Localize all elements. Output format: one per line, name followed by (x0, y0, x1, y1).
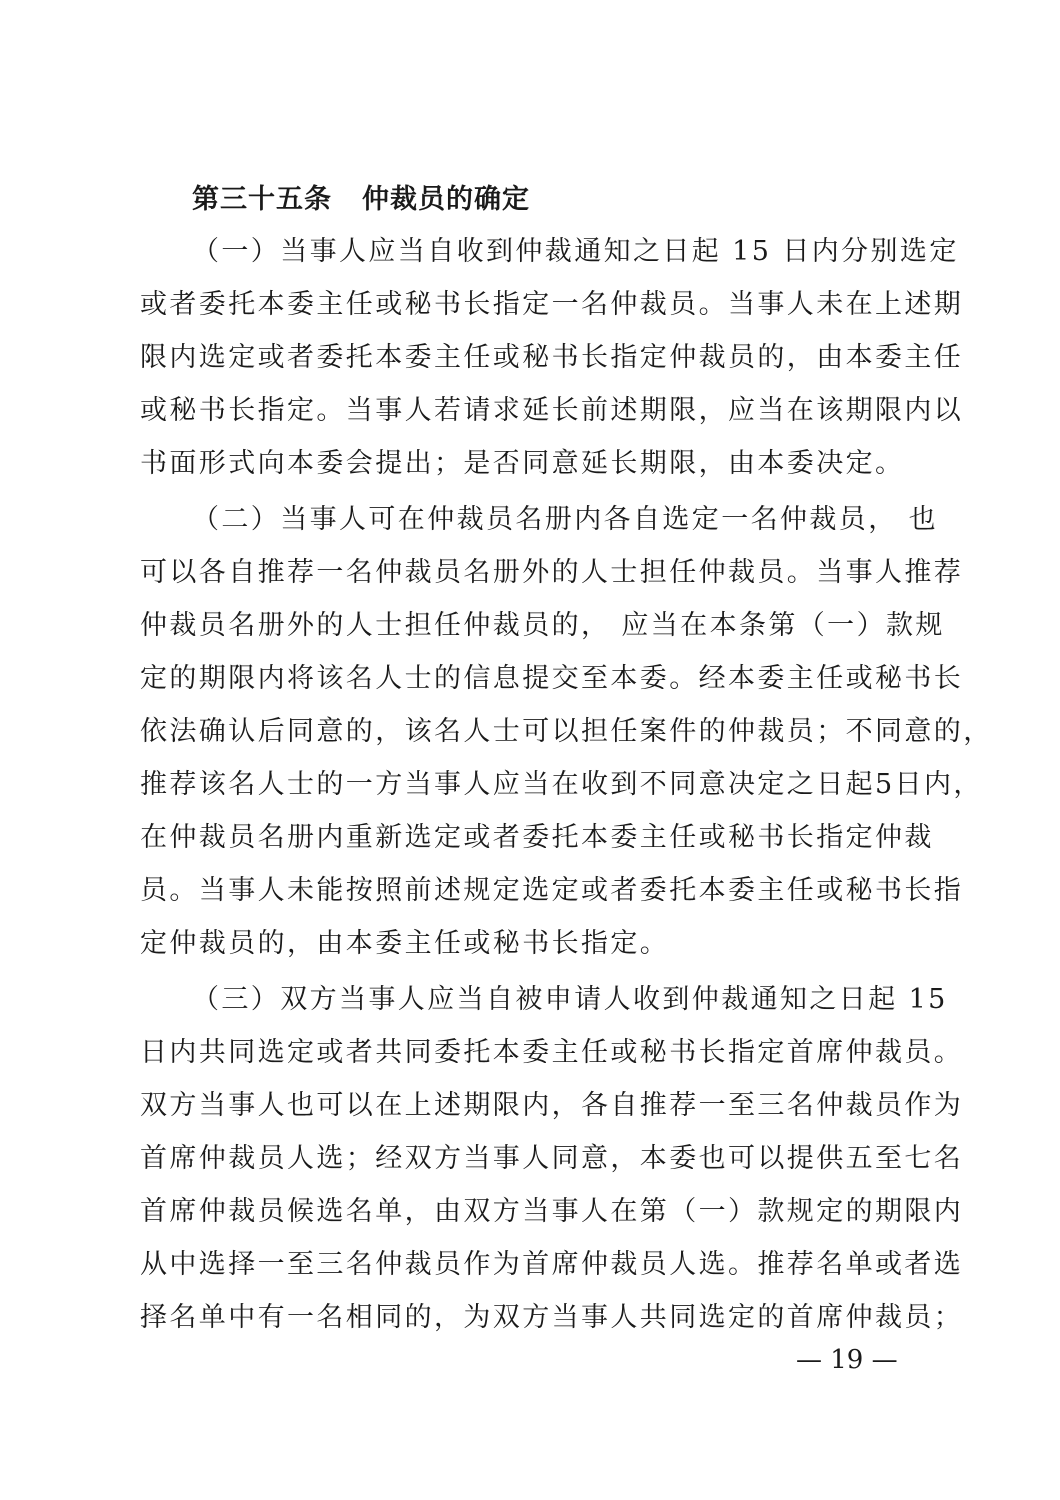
page-number: — 19 — (796, 1345, 898, 1375)
paragraph-line: （一）当事人应当自收到仲裁通知之日起 15 日内分别选定 (192, 236, 959, 267)
paragraph-line: （二）当事人可在仲裁员名册内各自选定一名仲裁员， 也 (192, 504, 938, 535)
paragraph-line: 首席仲裁员人选；经双方当事人同意，本委也可以提供五至七名 (140, 1143, 964, 1174)
article-heading: 仲裁员的确定 (362, 184, 530, 215)
paragraph-line: 限内选定或者委托本委主任或秘书长指定仲裁员的，由本委主任 (140, 342, 964, 373)
paragraph-line: 首席仲裁员候选名单，由双方当事人在第（一）款规定的期限内 (140, 1196, 964, 1227)
paragraph-line: （三）双方当事人应当自被申请人收到仲裁通知之日起 15 (192, 984, 948, 1015)
paragraph-line: 定的期限内将该名人士的信息提交至本委。经本委主任或秘书长 (140, 663, 964, 694)
paragraph-line: 在仲裁员名册内重新选定或者委托本委主任或秘书长指定仲裁 (140, 822, 934, 853)
paragraph-line: 双方当事人也可以在上述期限内，各自推荐一至三名仲裁员作为 (140, 1090, 964, 1121)
paragraph-line: 员。当事人未能按照前述规定选定或者委托本委主任或秘书长指 (140, 875, 964, 906)
paragraph-line: 从中选择一至三名仲裁员作为首席仲裁员人选。推荐名单或者选 (140, 1249, 964, 1280)
paragraph-line: 仲裁员名册外的人士担任仲裁员的， 应当在本条第（一）款规 (140, 610, 945, 641)
paragraph-line: 定仲裁员的，由本委主任或秘书长指定。 (140, 928, 670, 959)
paragraph-line: 择名单中有一名相同的，为双方当事人共同选定的首席仲裁员； (140, 1302, 964, 1333)
paragraph-line: 推荐该名人士的一方当事人应当在收到不同意决定之日起5日内， (140, 769, 983, 800)
paragraph-line: 或秘书长指定。当事人若请求延长前述期限，应当在该期限内以 (140, 395, 964, 426)
paragraph-line: 书面形式向本委会提出；是否同意延长期限，由本委决定。 (140, 448, 905, 479)
paragraph-line: 依法确认后同意的，该名人士可以担任案件的仲裁员；不同意的， (140, 716, 993, 747)
article-title (192, 178, 530, 222)
paragraph-line: 可以各自推荐一名仲裁员名册外的人士担任仲裁员。当事人推荐 (140, 557, 964, 588)
paragraph-line: 或者委托本委主任或秘书长指定一名仲裁员。当事人未在上述期 (140, 289, 964, 320)
paragraph-line: 日内共同选定或者共同委托本委主任或秘书长指定首席仲裁员。 (140, 1037, 964, 1068)
article-number: 第三十五条 (192, 184, 332, 215)
